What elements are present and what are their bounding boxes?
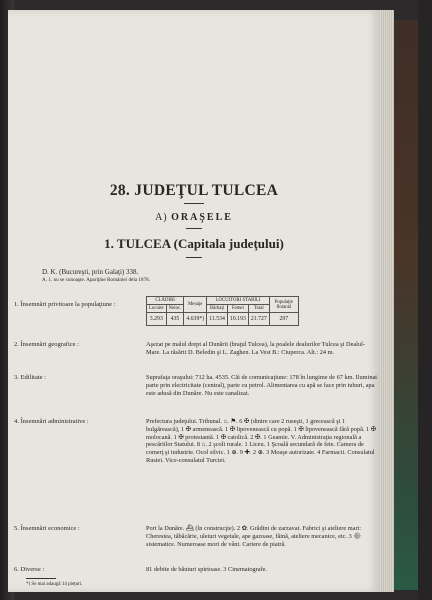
col-barbati: Bărbaţi [207,305,228,313]
page-edges [380,10,394,592]
footnote: *) Se mai adaugă 14 pieţuri. [26,582,83,587]
section-text-geography: Aşezat pe malul drept al Dunării (braţul Tulcea), la poalele dealurilor Tulcea şi Dealul-Mare. La răsărit D. Beledin şi L. Zaghen. La Vest B.: Ciuperca. Alt.: 24 m. [146,341,365,356]
section-text-diverse: 81 debite de băuturi spirtoase. 3 Cinematografe. [146,566,268,573]
section-label-economic: 5. Însemnări economice : [14,525,80,532]
col-populatie: Populaţie flotantă [269,297,298,313]
city-title: 1. TULCEA (Capitala judeţului) [104,236,284,251]
cell-locuite: 3.293 [147,313,167,326]
section-text-edilitate: Suprafaţa oraşului: 712 ha. 4535. Căi de comunicaţiune: 178 în lungime de 67 km. Iluminat parte prin electricitate (central), parte cu petrol. Alimentarea cu apă se face prin tuburi, apa este adusă din Dunăre. Nu este canalizat. [146,374,378,397]
section-text-administrative: Prefectura judeţului. Tribunal. ⌂. ⚑. 6 ✠ (dintre care 2 ruseşti, 1 grecească şi 1 bulgărească), 1 ✠ armenească. 1 ✠ lipovenească cu popă. 1 ✠ lipovenească fără popă. 1 ✠ molocană. 1 ✠ protestantă. 1 ✠ catolică. 2 ✠. 1 Geamie. V. Administraţia regională a pescăriilor Statului. 8 ⌂. 2 şcoli rurale. 1 Liceu. 1 Şcoală secundară de fete. Camera de comerţ şi industrie. Ocol silvic. 1 ⊕. 9 ✚. 2 ⊕. 3 Moaşe autorizate. 4 Farmacii. Consulatul Rusiei. Vice-consulatul Turciei. [146,418,377,464]
intro-note: A. 1. nu se cunoaşte. Apariţine României dela 1878. [42,277,151,283]
book-cover-edge [394,20,418,590]
col-cladiri: CLĂDIRI [147,297,184,305]
subtitle-divider [186,228,202,229]
section-label-geography: 2. Însemnări geografice : [14,341,79,348]
footnote-divider [26,578,56,579]
cell-menaje: 4.639*) [184,313,207,326]
intro-line: D. K. (Bucureşti, prin Galaţi) 338. [42,268,139,276]
col-locuite: Locuite [147,305,167,313]
section-label-population: 1. Însemnări privitoare la populaţiune : [14,301,116,308]
city-divider [186,257,202,258]
county-title: 28. JUDEŢUL TULCEA [109,182,279,199]
section-label-diverse: 6. Diverse : [14,566,45,573]
cell-femei: 10.193 [227,313,248,326]
cell-total: 21.727 [248,313,269,326]
cell-populatie: 297 [269,313,298,326]
col-menaje: Menaje [184,297,207,313]
section-label-administrative: 4. Însemnări administrative : [14,418,89,425]
cell-barbati: 11.534 [207,313,228,326]
section-text-economic: Port la Dunăre. ⛴ (în construcţie). 2 ✿. Grădini de zarzavat. Fabrici şi ateliere mari: Cherestea, tăbăcărie, uleiuri vegetale, ape gazoase, făină, ateliere mecanice, etc. 3 ⚙ sistematice. Numeroase mori de vânt. Cariere de piatră. [146,525,362,548]
col-locuitori: LOCUITORI STABILI [207,297,270,305]
section-subtitle [8,212,380,223]
col-nelocuite: Neloc. [166,305,184,313]
col-total: Total [248,305,269,313]
subtitle-text: ORAŞELE [171,212,233,223]
background-edge [418,0,432,600]
census-table [146,296,299,326]
subtitle-letter: A) [155,212,168,223]
cell-nelocuite: 435 [166,313,184,326]
col-femei: Femei [227,305,248,313]
title-divider [184,203,204,204]
section-label-edilitate: 3. Edilitate : [14,374,46,381]
